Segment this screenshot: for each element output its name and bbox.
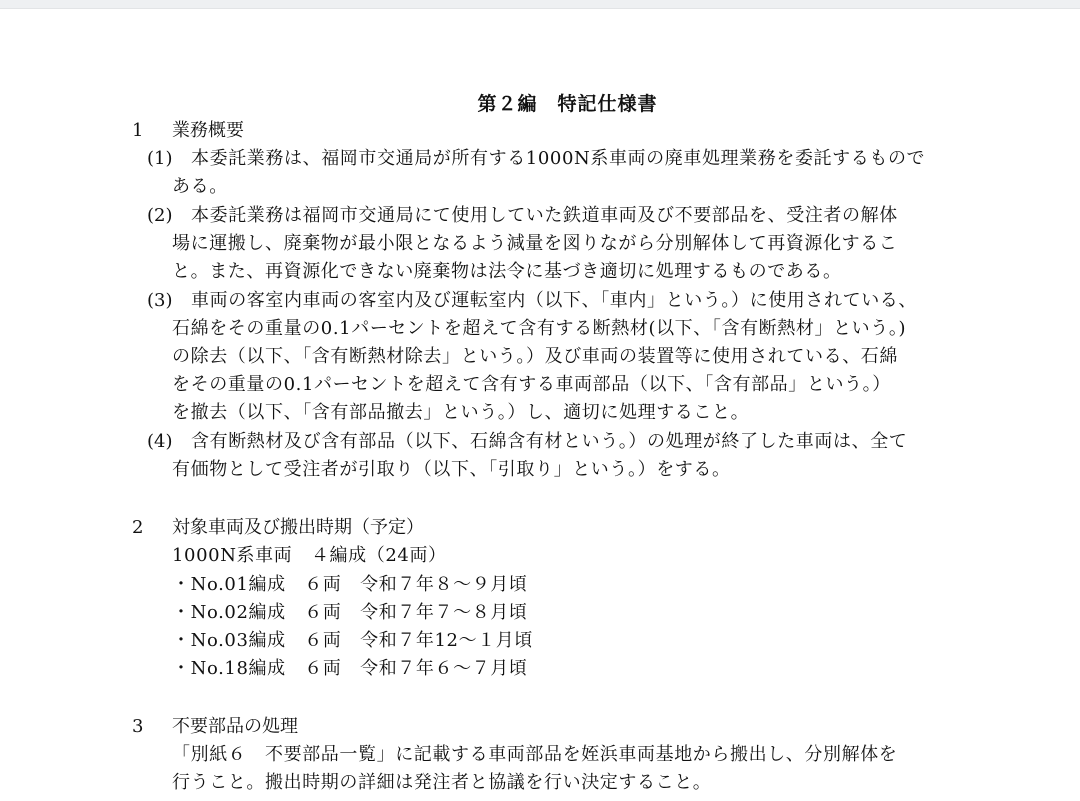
item-3-line-1: 車両の客室内車両の客室内及び運転室内（以下、「車内」という。）に使用されている、: [191, 290, 917, 311]
item-3-label: (3): [147, 290, 173, 311]
vehicle-summary: 1000N系車両 ４編成（24両）: [172, 545, 447, 566]
item-2-line-1: 本委託業務は福岡市交通局にて使用していた鉄道車両及び不要部品を、受注者の解体: [191, 205, 898, 226]
item-2-line-2: 場に運搬し、廃棄物が最小限となるよう減量を図りながら分別解体して再資源化するこ: [172, 233, 898, 254]
section-1-number: 1: [132, 120, 144, 141]
section-2-heading: 対象車両及び搬出時期（予定）: [172, 517, 424, 538]
item-2-line-3: と。また、再資源化できない廃棄物は法令に基づき適切に処理するものである。: [172, 261, 842, 282]
item-1-line-1: 本委託業務は、福岡市交通局が所有する1000N系車両の廃車処理業務を委託するもので: [191, 148, 926, 169]
item-1-line-2: ある。: [172, 176, 228, 197]
formation-item: ・No.18編成 ６両 令和７年６～７月頃: [172, 658, 528, 679]
item-4-line-1: 含有断熱材及び含有部品（以下、石綿含有材という。）の処理が終了した車両は、全て: [191, 431, 908, 452]
item-4-label: (4): [147, 431, 173, 452]
document-page: [0, 9, 1080, 801]
section-3-line-1: 「別紙６ 不要部品一覧」に記載する車両部品を姪浜車両基地から搬出し、分別解体を: [172, 744, 898, 765]
section-3-number: 3: [132, 716, 144, 737]
item-3-line-5: を撤去（以下、「含有部品撤去」という。）し、適切に処理すること。: [172, 402, 750, 423]
section-3-heading: 不要部品の処理: [172, 716, 298, 737]
section-1-heading: 業務概要: [172, 120, 244, 141]
item-3-line-4: をその重量の0.1パーセントを超えて含有する車両部品（以下、「含有部品」という。）: [172, 374, 891, 395]
item-3-line-2: 石綿をその重量の0.1パーセントを超えて含有する断熱材(以下、「含有断熱材」という。): [172, 318, 907, 339]
formation-item: ・No.03編成 ６両 令和７年12～１月頃: [172, 630, 533, 651]
section-3-line-2: 行うこと。搬出時期の詳細は発注者と協議を行い決定すること。: [172, 772, 712, 793]
document-title: 第２編 特記仕様書: [477, 93, 658, 115]
item-2-label: (2): [147, 205, 173, 226]
item-4-line-2: 有価物として受注者が引取り（以下、「引取り」という。）をする。: [172, 459, 731, 480]
formation-item: ・No.01編成 ６両 令和７年８～９月頃: [172, 574, 528, 595]
item-3-line-3: の除去（以下、「含有断熱材除去」という。）及び車両の装置等に使用されている、石綿: [172, 346, 898, 367]
viewer-top-bar: [0, 0, 1080, 9]
formation-item: ・No.02編成 ６両 令和７年７～８月頃: [172, 602, 528, 623]
item-1-label: (1): [147, 148, 173, 169]
section-2-number: 2: [132, 517, 144, 538]
